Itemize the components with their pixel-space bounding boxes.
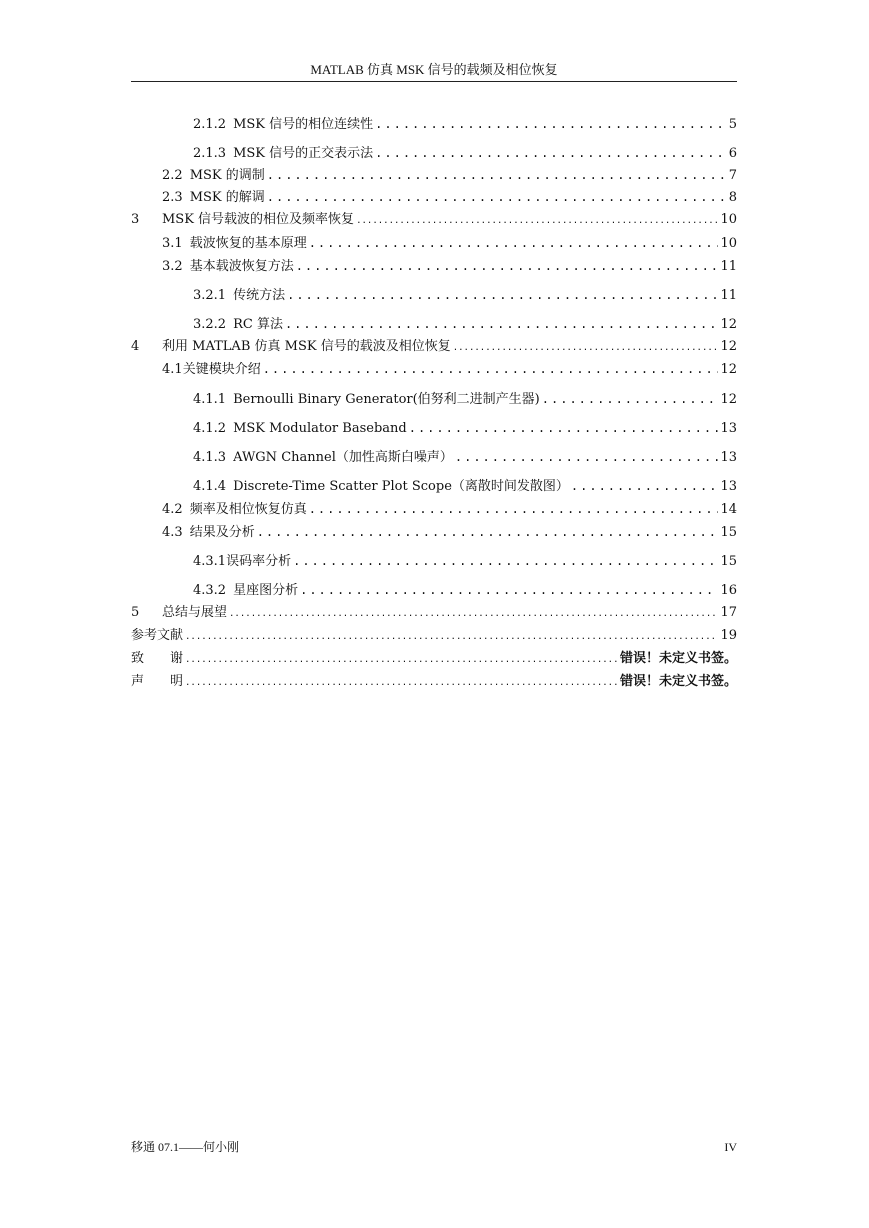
toc-entry-title: MSK 的调制 [189, 168, 265, 183]
toc-leader-dots [267, 167, 727, 183]
toc-entry-title: 利用 MATLAB 仿真 MSK 信号的载波及相位恢复 [162, 339, 451, 354]
toc-entry[interactable] [193, 420, 737, 436]
toc-entry[interactable] [162, 361, 737, 377]
toc-entry-number: 2.1.2 [193, 117, 227, 132]
toc-entry[interactable] [162, 189, 737, 205]
toc-entry[interactable] [162, 167, 737, 183]
toc-entry-page: 12 [720, 317, 737, 332]
toc-leader-dots [267, 189, 727, 205]
toc-entry-page: 11 [720, 288, 737, 303]
toc-entry-number: 3.2.2 [193, 317, 227, 332]
toc-entry-number: 2.2 [162, 168, 183, 183]
toc-leader-dots [453, 340, 719, 356]
toc-entry-number: 4.3.2 [193, 583, 227, 598]
toc-entry-title: 参考文献 [131, 628, 184, 643]
toc-leader-dots [375, 116, 727, 132]
toc-leader-dots [409, 420, 719, 436]
toc-entry-number: 3.2.1 [193, 288, 227, 303]
toc-entry-page: 19 [720, 628, 737, 643]
toc-entry[interactable] [193, 316, 737, 332]
toc-entry-title: RC 算法 [233, 317, 283, 332]
toc-entry-page: 13 [720, 479, 737, 494]
toc-entry-title: MSK Modulator Baseband [233, 421, 407, 436]
toc-entry[interactable] [193, 449, 737, 465]
toc-entry-title: 频率及相位恢复仿真 [189, 502, 307, 517]
toc-leader-dots [185, 629, 718, 645]
toc-entry[interactable] [193, 478, 737, 494]
toc-bookmark-error: 错误！未定义书签。 [619, 674, 737, 689]
toc-entry-page: 13 [720, 450, 737, 465]
toc-chapter-entry[interactable] [131, 212, 737, 228]
toc-entry-title: Discrete-Time Scatter Plot Scope（离散时间发散图） [233, 479, 569, 494]
toc-entry-title: MSK 信号载波的相位及频率恢复 [162, 212, 355, 227]
toc-entry-title: 致 谢 [131, 651, 184, 666]
toc-entry-page: 10 [720, 212, 737, 227]
toc-entry-page: 15 [720, 525, 737, 540]
toc-entry-number: 3 [131, 212, 140, 227]
toc-entry-number: 4.3.1 [193, 554, 227, 569]
toc-entry-title: 声 明 [131, 674, 184, 689]
toc-entry[interactable] [193, 116, 737, 132]
toc-leader-dots [287, 287, 718, 303]
toc-entry-page: 15 [720, 554, 737, 569]
running-header-title: MATLAB 仿真 MSK 信号的载频及相位恢复 [310, 62, 558, 77]
toc-entry-number: 3.1 [162, 236, 183, 251]
toc-entry-title: MSK 信号的正交表示法 [233, 146, 374, 161]
toc-leader-dots [257, 524, 719, 540]
toc-entry-number: 4.2 [162, 502, 183, 517]
toc-leader-dots [571, 478, 719, 494]
toc-leader-dots [185, 652, 618, 668]
toc-entry-title: 载波恢复的基本原理 [189, 236, 307, 251]
toc-entry-page: 12 [720, 392, 737, 407]
toc-leader-dots [263, 361, 719, 377]
toc-entry-page: 6 [728, 146, 737, 161]
toc-entry-page: 13 [720, 421, 737, 436]
toc-acknowledgement-entry[interactable] [131, 651, 737, 667]
toc-entry-number: 2.3 [162, 190, 183, 205]
toc-entry-title: 结果及分析 [189, 525, 255, 540]
toc-entry-title: 传统方法 [233, 288, 286, 303]
toc-entry-number: 5 [131, 605, 140, 620]
toc-leader-dots [356, 213, 718, 229]
toc-entry-number: 2.1.3 [193, 146, 227, 161]
toc-entry[interactable] [162, 501, 737, 517]
toc-leader-dots [455, 449, 719, 465]
toc-entry-page: 5 [728, 117, 737, 132]
toc-entry-title: 星座图分析 [233, 583, 299, 598]
toc-entry-title: 误码率分析 [226, 554, 292, 569]
toc-entry-title: MSK 的解调 [189, 190, 265, 205]
toc-entry[interactable] [193, 553, 737, 569]
toc-leader-dots [542, 391, 719, 407]
toc-entry-title: 基本载波恢复方法 [189, 259, 294, 274]
toc-entry[interactable] [162, 258, 737, 274]
toc-references-entry[interactable] [131, 628, 737, 644]
toc-entry-page: 12 [720, 339, 737, 354]
toc-entry-number: 4.3 [162, 525, 183, 540]
toc-entry-number: 3.2 [162, 259, 183, 274]
toc-entry[interactable] [193, 391, 737, 407]
toc-entry-title: 总结与展望 [162, 605, 228, 620]
toc-leader-dots [309, 235, 719, 251]
toc-entry-page: 17 [720, 605, 737, 620]
toc-chapter-entry[interactable] [131, 339, 737, 355]
toc-entry-number: 4.1.1 [193, 392, 227, 407]
toc-entry[interactable] [162, 524, 737, 540]
toc-entry-page: 12 [720, 362, 737, 377]
toc-entry[interactable] [193, 287, 737, 303]
toc-chapter-entry[interactable] [131, 605, 737, 621]
toc-entry-number: 4.1 [162, 362, 183, 377]
toc-entry[interactable] [193, 582, 737, 598]
footer-author: 移通 07.1——何小刚 [131, 1140, 240, 1154]
toc-entry-title: MSK 信号的相位连续性 [233, 117, 374, 132]
toc-leader-dots [185, 675, 618, 691]
toc-entry-title: Bernoulli Binary Generator(伯努利二进制产生器) [233, 392, 540, 407]
toc-entry-page: 7 [728, 168, 737, 183]
toc-leader-dots [285, 316, 719, 332]
toc-entry-page: 8 [728, 190, 737, 205]
toc-entry-number: 4 [131, 339, 140, 354]
toc-entry[interactable] [193, 145, 737, 161]
toc-leader-dots [309, 501, 719, 517]
toc-entry-number: 4.1.4 [193, 479, 227, 494]
toc-leader-dots [296, 258, 719, 274]
toc-entry-number: 4.1.2 [193, 421, 227, 436]
toc-leader-dots [300, 582, 718, 598]
toc-entry-page: 11 [720, 259, 737, 274]
toc-entry-page: 10 [720, 236, 737, 251]
toc-entry-title: 关键模块介绍 [182, 362, 261, 377]
toc-bookmark-error: 错误！未定义书签。 [619, 651, 737, 666]
toc-entry-number: 4.1.3 [193, 450, 227, 465]
toc-declaration-entry[interactable] [131, 674, 737, 690]
toc-entry-page: 14 [720, 502, 737, 517]
toc-entry-page: 16 [720, 583, 737, 598]
header-divider [131, 81, 737, 82]
toc-entry[interactable] [162, 235, 737, 251]
footer-page-number: IV [724, 1140, 737, 1154]
toc-entry-title: AWGN Channel（加性高斯白噪声） [233, 450, 453, 465]
toc-leader-dots [229, 606, 718, 622]
toc-leader-dots [293, 553, 718, 569]
toc-leader-dots [375, 145, 727, 161]
